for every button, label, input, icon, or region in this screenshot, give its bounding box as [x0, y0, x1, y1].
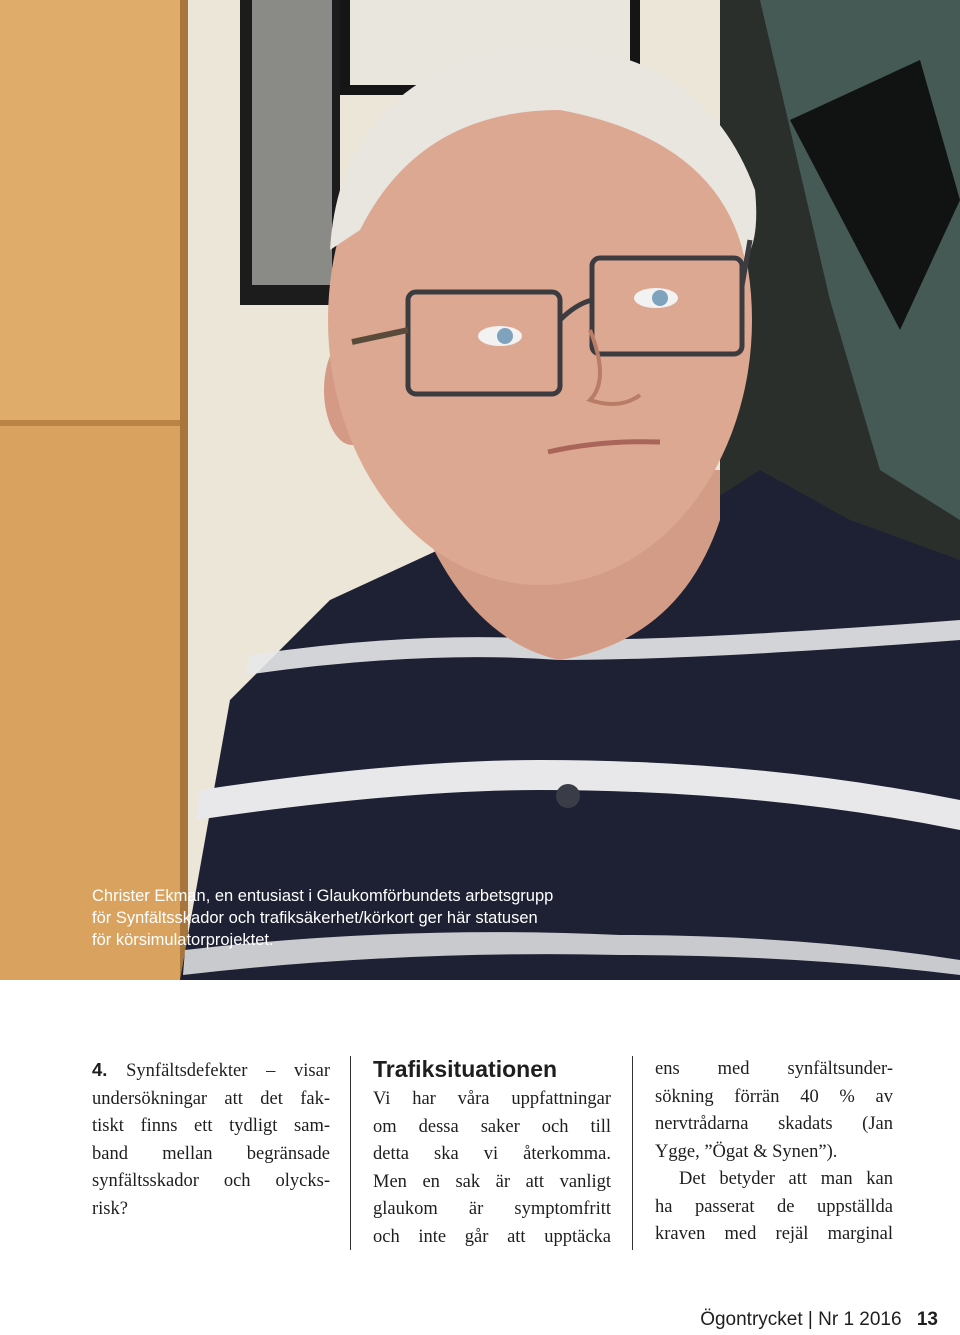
text-line: risk?: [92, 1198, 128, 1219]
text-line: kraven med rejäl marginal: [655, 1224, 893, 1244]
text-line: tiskt finns ett tydligt sam-: [92, 1116, 330, 1136]
text-line: sökning förrän 40 % av: [655, 1086, 893, 1107]
text-line: Vi har våra uppfattningar: [373, 1089, 611, 1109]
text-line: och inte går att upptäcka: [373, 1226, 611, 1247]
column-divider: [350, 1056, 351, 1250]
article-column-2: [373, 1086, 611, 1251]
caption-line: för körsimulatorprojektet.: [92, 931, 274, 949]
text-line: nervtrådarna skadats (Jan: [655, 1114, 893, 1134]
page-footer: [700, 1309, 938, 1331]
section-heading: Trafiksituationen: [373, 1056, 558, 1082]
issue-label: Nr 1 2016: [818, 1309, 902, 1330]
text-line: undersökningar att det fak-: [92, 1088, 330, 1109]
text-line: Ygge, ”Ögat & Synen”).: [655, 1141, 838, 1162]
text-line: synfältsskador och olycks-: [92, 1171, 330, 1191]
text-fragment: Synfältsdefekter – visar: [107, 1061, 330, 1081]
magazine-name: Ögontrycket: [700, 1309, 803, 1330]
text-line: om dessa saker och till: [373, 1116, 611, 1137]
text-line: Men en sak är att vanligt: [373, 1171, 611, 1192]
caption-line: Christer Ekman, en entusiast i Glaukomförbundets arbetsgrupp: [92, 887, 554, 905]
article-column-1: [92, 1056, 330, 1223]
text-line: ha passerat de uppställda: [655, 1196, 893, 1217]
text-line: band mellan begränsade: [92, 1143, 330, 1164]
caption-line: för Synfältsskador och trafiksäkerhet/körkort ger här statusen: [92, 909, 538, 927]
article-column-3: [655, 1056, 893, 1249]
text-line: [92, 1056, 330, 1086]
text-line: glaukom är symptomfritt: [373, 1199, 611, 1219]
photo-caption: [92, 885, 652, 951]
text-line: ens med synfältsunder-: [655, 1059, 893, 1079]
question-number: 4.: [92, 1059, 108, 1080]
text-line: Det betyder att man kan: [679, 1169, 893, 1189]
column-divider: [632, 1056, 633, 1250]
page-number: 13: [916, 1309, 938, 1330]
text-line: detta ska vi återkomma.: [373, 1144, 611, 1164]
footer-separator: |: [807, 1309, 813, 1330]
